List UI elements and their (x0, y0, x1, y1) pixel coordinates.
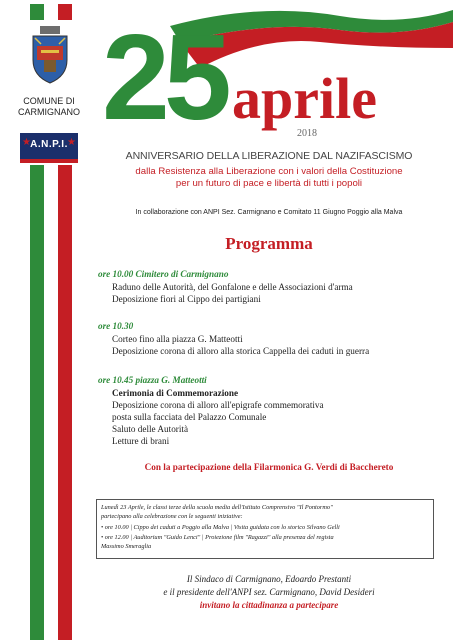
star-icon: ★ (67, 137, 76, 148)
invitation-line2: e il presidente dell'ANPI sez. Carmignano, David Desideri (163, 587, 375, 597)
invitation-line1: Il Sindaco di Carmignano, Edoardo Prestanti (186, 574, 352, 584)
date-day: 25 (102, 9, 226, 145)
schools-line: • ore 12.00 | Auditorium "Guido Lenci" | Proiezione film "Ragazzi" alla presenza del regista (101, 534, 334, 541)
program-line: Corteo fino alla piazza G. Matteotti (112, 334, 243, 344)
section-time: ore 10.45 piazza G. Matteotti (98, 375, 207, 385)
date-month: aprile (232, 66, 377, 131)
coat-of-arms-icon (27, 26, 73, 84)
subtitle-line2: per un futuro di pace e libertà di tutti i popoli (175, 178, 363, 189)
program-line: Letture di brani (112, 436, 170, 446)
program-line: Saluto delle Autorità (112, 424, 189, 434)
schools-box (96, 499, 434, 559)
anniversary-title: ANNIVERSARIO DELLA LIBERAZIONE DAL NAZIFASCISMO (125, 150, 413, 162)
programma-heading: Programma (225, 234, 313, 253)
schools-line: Massimo Smeraglia (101, 543, 152, 550)
anpi-badge (20, 133, 78, 163)
collaboration-note: In collaborazione con ANPI Sez. Carmignano e Comitato 11 Giugno Poggio alla Malva (135, 209, 403, 216)
flag-stripe-red-long (58, 165, 72, 640)
schools-line: Lunedì 23 Aprile, le classi terze della scuola media dell'Istituto Comprensivo "Il Pontormo" (101, 504, 333, 511)
program-line: Deposizione corona di alloro alla storica Cappella dei caduti in guerra (112, 346, 370, 356)
invitation-line3: invitano la cittadinanza a partecipare (199, 600, 339, 610)
program-line: Deposizione corona di alloro all'epigrafe commemorativa (112, 400, 324, 410)
schools-line: partecipano alla celebrazione con le seguenti iniziative: (101, 513, 243, 520)
flag-stripe-red (58, 4, 72, 20)
flag-stripe-green (30, 4, 44, 20)
anpi-label: A.N.P.I. (30, 139, 68, 150)
star-icon: ★ (22, 137, 31, 148)
program-line: posta sulla facciata del Palazzo Comunale (112, 412, 267, 422)
ceremony-title: Cerimonia di Commemorazione (112, 388, 239, 398)
municipality-name-line2: CARMIGNANO (17, 107, 80, 117)
program-line: Raduno delle Autorità, del Gonfalone e delle Associazioni d'arma (112, 282, 353, 292)
municipality-name-line1: COMUNE DI (23, 96, 75, 106)
section-time: ore 10.30 (98, 321, 134, 331)
subtitle-line1: dalla Resistenza alla Liberazione con i valori della Costituzione (135, 166, 403, 177)
participation-note: Con la partecipazione della Filarmonica G. Verdi di Bacchereto (144, 462, 394, 472)
flag-stripe-green-long (30, 165, 44, 640)
section-time: ore 10.00 Cimitero di Carmignano (98, 269, 229, 279)
program-line: Deposizione fiori al Cippo dei partigiani (112, 294, 261, 304)
date-year: 2018 (297, 128, 317, 139)
schools-line: • ore 10.00 | Cippo dei caduti a Poggio alla Malva | Visita guidata con lo storico Silvano Gelli (101, 524, 340, 531)
